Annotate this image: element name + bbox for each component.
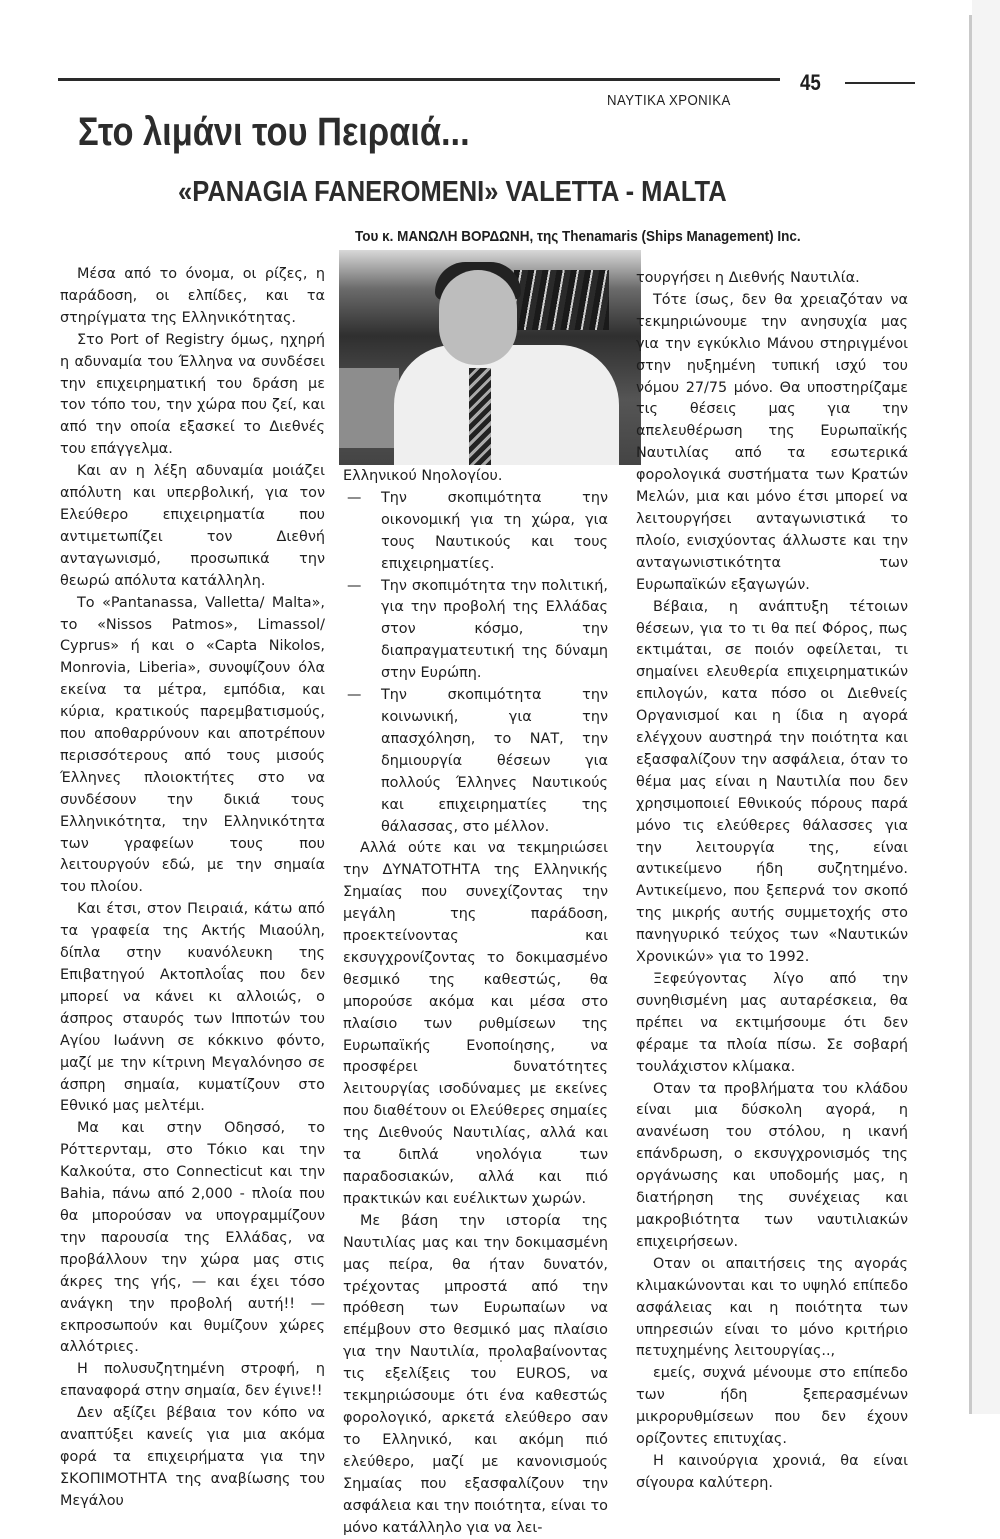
page-number: 45 bbox=[800, 70, 821, 95]
striped-tie bbox=[469, 368, 491, 465]
list-item-text: Την σκοπιμότητα την κοινωνική, για την απασχόληση, το ΝΑΤ, την δημιουργία θέσεων για πολλούς Έλληνες Ναυτικούς και επιχειρηματίες της θάλασσας, στο μέλλον. bbox=[381, 687, 608, 835]
byline: Του κ. ΜΑΝΩΛΗ ΒΟΡΔΩΝΗ, της Thenamaris (Ships Management) Inc. bbox=[355, 228, 801, 245]
dash-bullet: — bbox=[347, 489, 362, 506]
paragraph: Μα και στην Οδησσό, το Ρόττερνταμ, στο Τόκιο και την Καλκούτα, στο Connecticut και την Bahia, πάνω από 2,000 - πλοία που θα μπορούσαν να υπογραμμίζουν την παρουσία της Ελλάδας, να προβάλλουν την χώρα μας στις άκρες της γής, — και έχει τόσο ανάγκη την προβολή αυτή!! — εκπροσωπούν και θυμίζουν χώρες αλλότριες. bbox=[60, 1120, 325, 1356]
scan-edge-line bbox=[969, 15, 972, 1414]
paragraph: Η πολυσυζητημένη στροφή, η επαναφορά στην σημαία, δεν έγινε!! bbox=[60, 1361, 325, 1400]
list-item bbox=[343, 488, 608, 576]
author-photo bbox=[339, 250, 641, 465]
list-item bbox=[343, 685, 608, 838]
header-rule bbox=[58, 78, 780, 81]
dash-bullet: — bbox=[347, 687, 362, 704]
bookshelf bbox=[514, 270, 609, 330]
article-subtitle: «PANAGIA FANEROMENI» VALETTA - MALTA bbox=[178, 176, 727, 208]
magazine-name: ΝΑΥΤΙΚΑ ΧΡΟΝΙΚΑ bbox=[607, 92, 731, 109]
dash-bullet: — bbox=[347, 577, 362, 594]
list-item-text: Την σκοπιμότητα την πολιτική, για την προβολή της Ελλάδας στον κόσμο, την διαπραγματευτική της δύναμη στην Ευρώπη. bbox=[381, 577, 608, 682]
header-rule-right bbox=[845, 82, 915, 84]
paragraph: Οταν τα προβλήματα του κλάδου είναι μια δύσκολη αγορά, η ανανέωση του στόλου, η ικανή επάνδρωση, ο εκσυγχρονισμός της οργάνωσης και υποδομής μας, η διατήρηση της συνέχειας και μακροβιότητα των ναυτιλιακών επιχειρήσεων. bbox=[636, 1080, 908, 1250]
paragraph-lead: Ελληνικού Νηολογίου. bbox=[343, 468, 503, 484]
paragraph: Το «Pantanassa, Valletta/ Malta», το «Nissos Patmos», Limassol/ Cyprus» ή και ο «Capta Nikolos, Monrovia, Liberia», συνοψίζουν όλα εκείνα τα μέτρα, εμπόδια, και κύρια, κρατικούς παρεμβατισμούς, που αποθαρρύνουν και αποτρέπουν περισσότερους από τους μισούς Έλληνες πλοιοκτήτες στο να συνδέσουν την δικιά τους Ελληνικότητα, την Ελληνικότητα των γραφείων τους που λειτουργούν εδώ, με την σημαία του πλοίου. bbox=[60, 594, 325, 896]
paragraph: Αλλά ούτε και να τεκμηριώσει την ΔΥΝΑΤΟΤΗΤΑ της Ελληνικής Σημαίας που συνεχίζοντας την μεγάλη της παράδοση, προεκτείνοντας και εκσυγχρονίζοντας το δοκιμασμένο θεσμικό της καθεστώς, θα μπορούσε ακόμα και μέσα στο πλαίσιο των ρυθμίσεων της Ευρωπαϊκής Ενοποίησης, να προσφέρει δυνατότητες λειτουργίας ισοδύναμες με εκείνες που διαθέτουν οι Ελεύθερες σημαίες της Διεθνούς Ναυτιλίας, αλλά και τα διπλά νηολόγια των παραδοσιακών, αλλά και πιό πρακτικών και ευέλικτων χωρών. bbox=[343, 840, 608, 1207]
scan-margin bbox=[972, 0, 1000, 1414]
paragraph: Βέβαια, η ανάπτυξη τέτοιων θέσεων, για το τι θα πεί Φόρος, πως εκτιμάται, σε ποιόν οφείλεται, τι σημαίνει ελευθερία επιχειρηματικών επιλογών, κατα πόσο οι Διεθνείς Οργανισμοί και η ίδια η αγορά ελέγχουν αυστηρά την ποιότητα και εξασφαλίζουν την ασφάλεια, όταν το θέμα μας είναι η Ναυτιλία που δεν χρησιμοποιεί Εθνικούς πόρους παρά μόνο τις ελεύθερες θάλασσες για την λειτουργία της, είναι αντικείμενο ήδη συζητημένο. Αντικείμενο, που ξεπερνά τον σκοπό της μικρής αυτής συμμετοχής στο πανηγυρικό τεύχος των «Ναυτικών Χρονικών» για το 1992. bbox=[636, 598, 908, 966]
paragraph: τουργήσει η Διεθνής Ναυτιλία. bbox=[636, 270, 860, 286]
paragraph: Και αν η λέξη αδυναμία μοιάζει απόλυτη και υπερβολική, για τον Ελεύθερο επιχειρηματία που αντιμετωπίζει τον Διεθνή ανταγωνισμό, προσωπικά την θεωρώ απόλυτα κατάλληλη. bbox=[60, 463, 325, 589]
article-title: Στο λιμάνι του Πειραιά... bbox=[78, 110, 470, 154]
list-item bbox=[343, 576, 608, 686]
paragraph: Και έτσι, στον Πειραιά, κάτω από τα γραφεία της Ακτής Μιαούλη, δίπλα στην κυανόλευκη της Επιβατηγού Ακτοπλοΐας που δεν μπορεί να κάνει κι αλλοιώς, ο άσπρος σταυρός των Ιπποτών του Αγίου Ιωάννη σε κόκκινο φόντο, μαζί με την κίτρινη Μεγαλόνησο σε άσπρη σημαία, κυματίζουν στο Εθνικό μας μελτέμι. bbox=[60, 901, 325, 1115]
paragraph: Ξεφεύγοντας λίγο από την συνηθισμένη μας αυταρέσκεια, θα πρέπει να εκτιμήσουμε ότι δεν φέραμε τα πλοία πίσω. Σε σοβαρή τουλάχιστον κλίμακα. bbox=[636, 971, 908, 1075]
paragraph: Στο Port of Registry όμως, ηχηρή η αδυναμία του Έλληνα να συνδέσει την επιχειρηματική του δράση με τον τόπο του, την χώρα που ζεί, και από την οποία εξασκεί το Διεθνές του επάγγελμα. bbox=[60, 331, 325, 458]
paragraph: Οταν οι απαιτήσεις της αγοράς κλιμακώνονται και το υψηλό επίπεδο ασφάλειας και η ποιότητα των υπηρεσιών είναι το μόνο κριτήριο πετυχημένης λειτουργίας.., bbox=[636, 1255, 908, 1360]
paragraph: Μέσα από το όνομα, οι ρίζες, η παράδοση, οι ελπίδες, και τα στηρίγματα της Ελληνικότητας. bbox=[60, 266, 325, 326]
paragraph: Με βάση την ιστορία της Ναυτιλίας μας και την δοκιμασμένη μας πείρα, θα ήταν δυνατόν, τρέχοντας μπροστά από την πρόθεση των Ευρωπαίων να επέμβουν στο θεσμικό μας πλαίσιο για την Ναυτιλία, προλαβαίνοντας τις εξελίξεις του EUROS, να τεκμηριώσουμε ότι ένα καθεστώς φορολογικό, αρκετά ελεύθερο σαν το Ελληνικό, και ακόμη πιό ελεύθερο, μαζί με κανονισμούς Σημαίας που εξασφαλίζουν την ασφάλεια και την ποιότητα, είναι το μόνο κατάλληλο για να λει- bbox=[343, 1212, 608, 1536]
column-3 bbox=[636, 268, 908, 1495]
paragraph: Τότε ίσως, δεν θα χρειαζόταν να τεκμηριώνουμε την ανησυχία μας για την εγκύκλιο Μάνου στηριγμένοι στην ηυξημένη τυπική ισχύ του νόμου 27/75 μόνο. Θα υποστηρίζαμε τις θέσεις μας για την απελευθέρωση της Ευρωπαϊκής Ναυτιλίας από τα εσωτερικά φορολογικά συστήματα των Κρατών Μελών, μια και μόνο έτσι μπορεί να λειτουργήσει ανταγωνιστικά το πλοίο, ενισχύοντας άλλωστε και την ανταγωνιστικότητα των Ευρωπαϊκών εξαγωγών. bbox=[636, 291, 908, 593]
paragraph: Η καινούργια χρονιά, θα είναι σίγουρα καλύτερη. bbox=[636, 1452, 908, 1491]
column-2 bbox=[343, 466, 608, 1539]
paragraph: Δεν αξίζει βέβαια τον κόπο να αναπτύξει κανείς για μια ακόμα φορά τα επιχειρήματα για την ΣΚΟΠΙΜΟΤΗΤΑ της αναβίωσης του Μεγάλου bbox=[60, 1405, 325, 1509]
scan-speck bbox=[500, 1360, 502, 1362]
list-item-text: Την σκοπιμότητα την οικονομική για τη χώρα, για τους Ναυτικούς και τους επιχειρηματίες. bbox=[381, 489, 608, 572]
column-1 bbox=[60, 264, 325, 1513]
paragraph: εμείς, συχνά μένουμε στο επίπεδο των ήδη ξεπερασμένων μικρορυθμίσεων που δεν έχουν ορίζοντες επιτυχίας. bbox=[636, 1365, 908, 1448]
